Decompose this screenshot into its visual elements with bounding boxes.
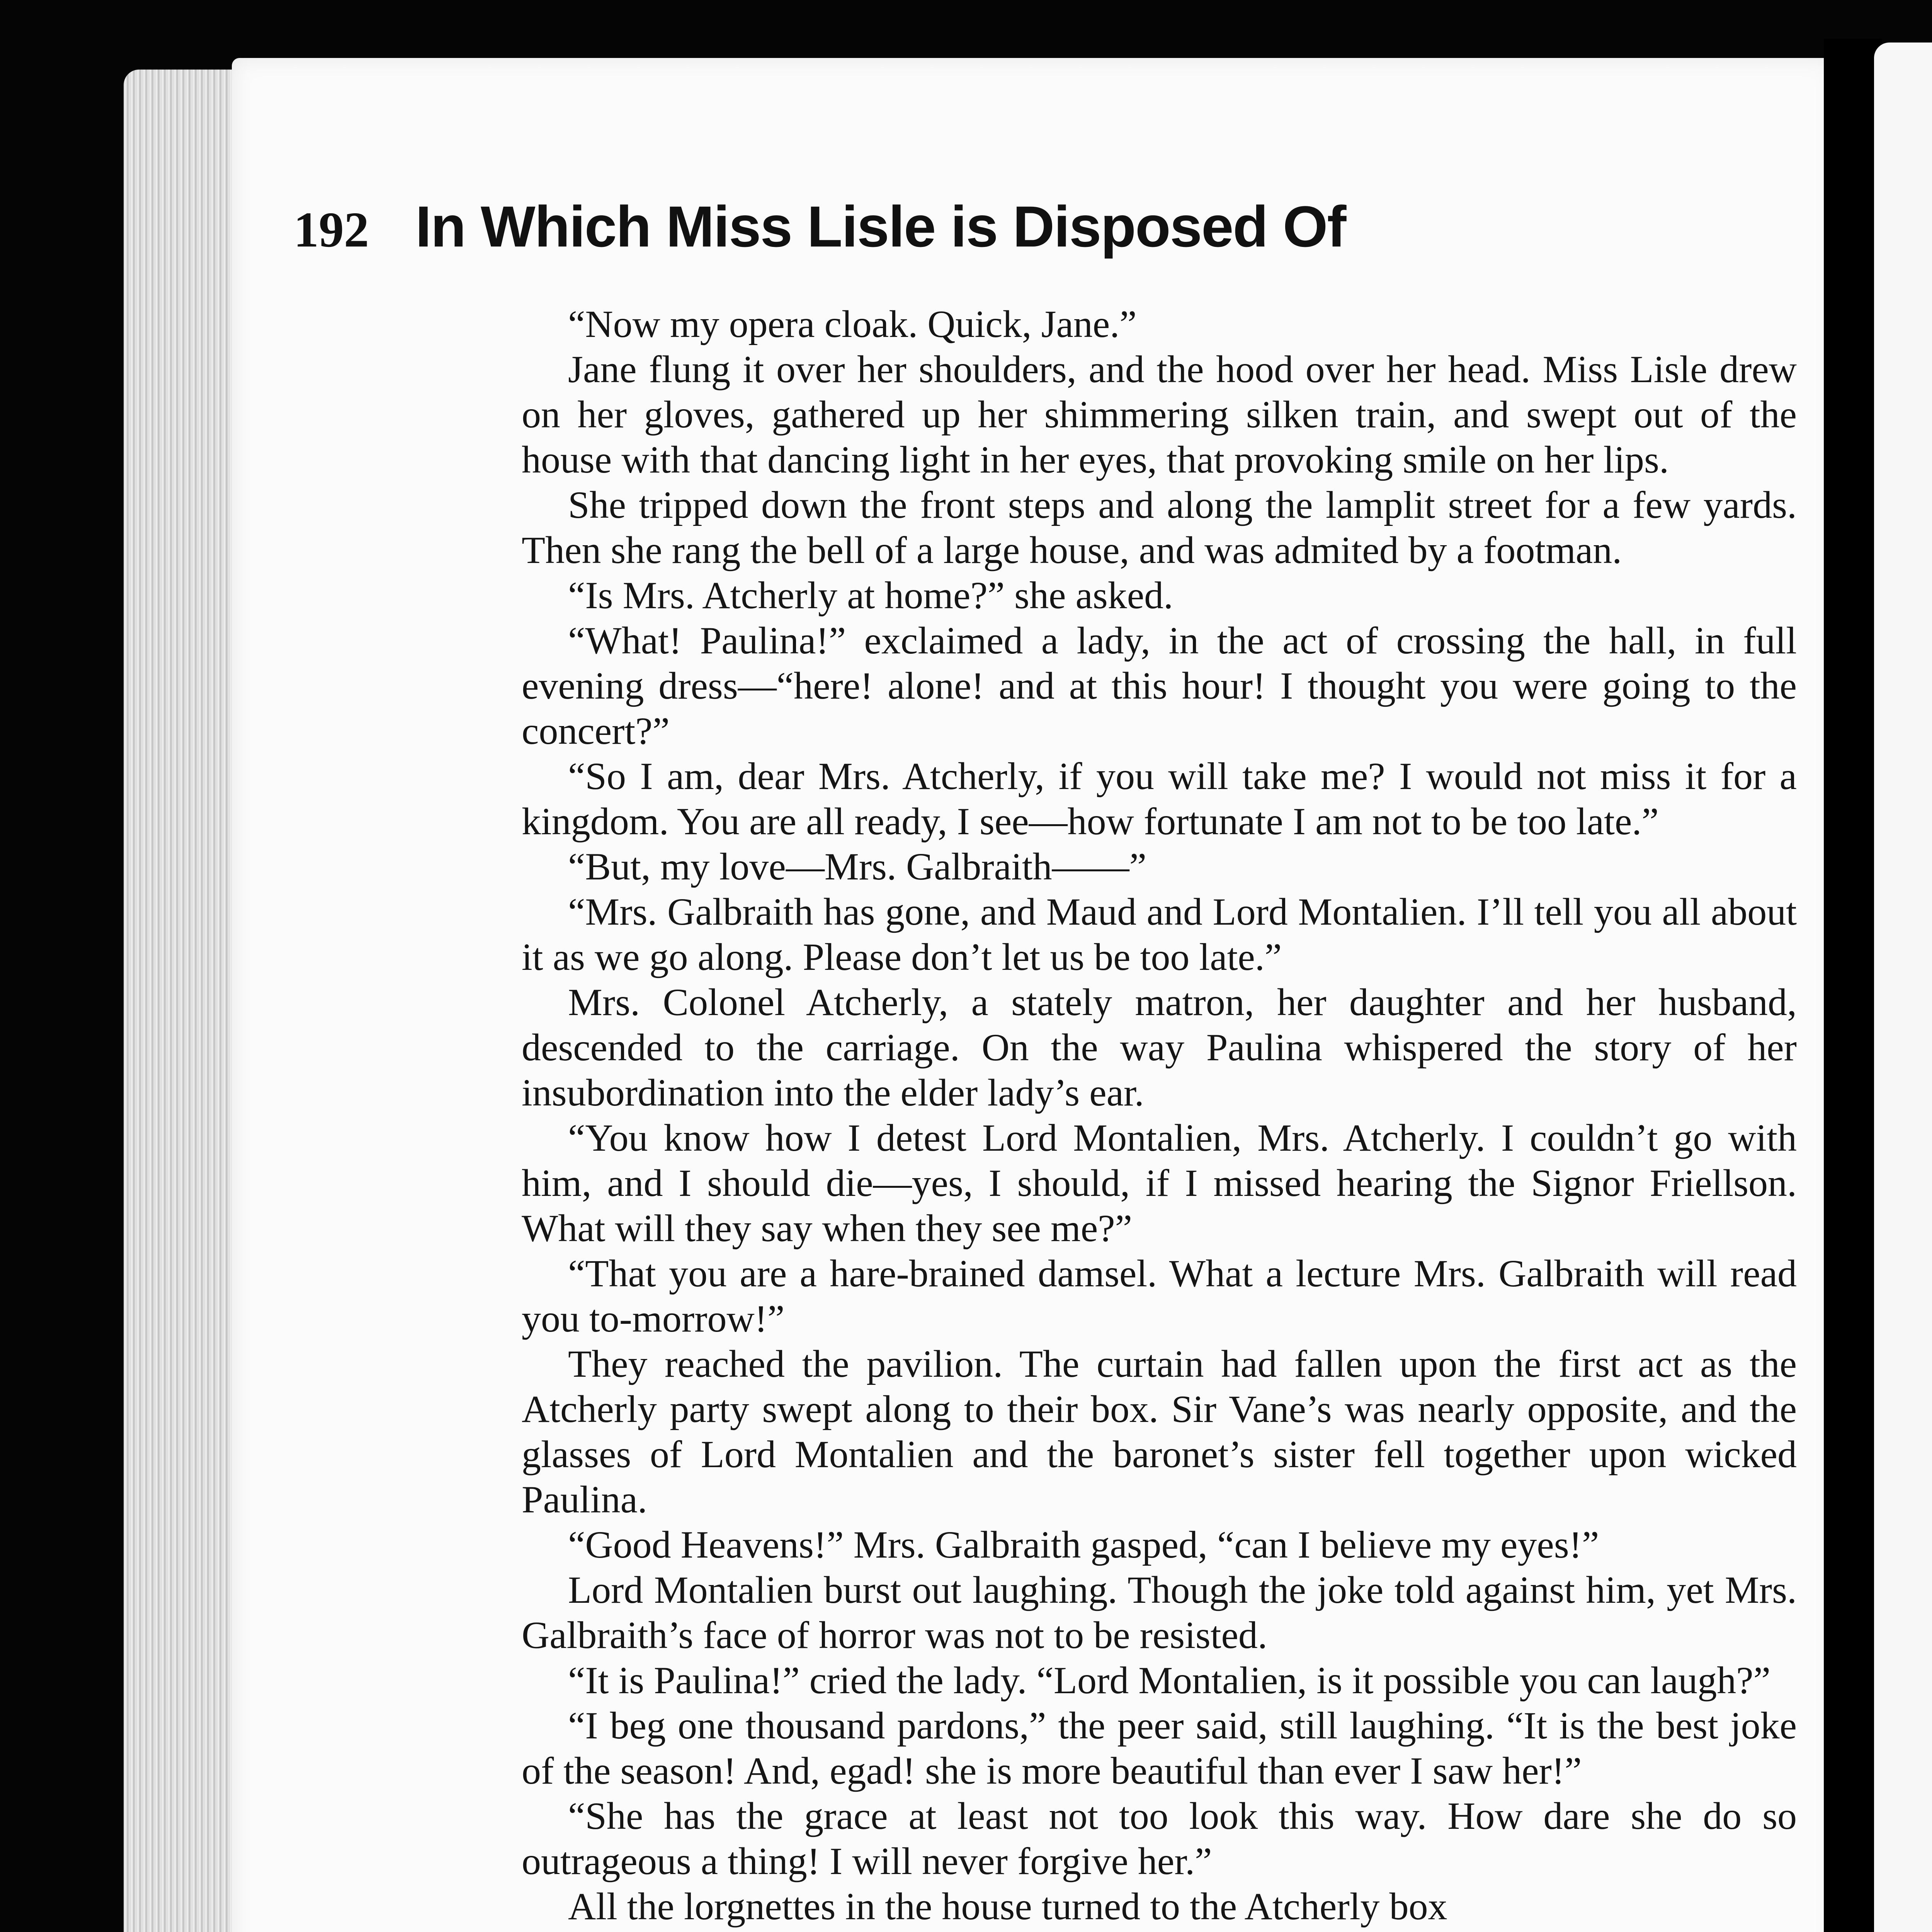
paragraph: “What! Paulina!” exclaimed a lady, in the act of crossing the hall, in full evening dress—“here! alone! and at this hour! I thought you were going to the concert?” bbox=[522, 619, 1797, 752]
paragraph: “I beg one thousand pardons,” the peer said, still laughing. “It is the best joke of the season! And, egad! she is more beautiful than ever I saw her!” bbox=[522, 1704, 1797, 1792]
paragraph: All the lorgnettes in the house turned to the Atcherly box bbox=[568, 1885, 1447, 1928]
paragraph: “She has the grace at least not too look this way. How dare she do so outrageous a thing! I will never forgive her.” bbox=[522, 1794, 1797, 1883]
paragraph: “Mrs. Galbraith has gone, and Maud and Lord Montalien. I’ll tell you all about it as we go along. Please don’t let us be too late.” bbox=[522, 890, 1797, 978]
paragraph: “So I am, dear Mrs. Atcherly, if you will take me? I would not miss it for a kingdom. You are all ready, I see—how fortunate I am not to be too late.” bbox=[522, 755, 1797, 843]
paragraph: “Good Heavens!” Mrs. Galbraith gasped, “can I believe my eyes!” bbox=[568, 1523, 1599, 1566]
paragraph: “It is Paulina!” cried the lady. “Lord Montalien, is it possible you can laugh?” bbox=[568, 1659, 1771, 1702]
paragraph: Jane flung it over her shoulders, and the hood over her head. Miss Lisle drew on her gloves, gathered up her shimmering silken train, and swept out of the house with that dancing light in her eyes, that provoking smile on her lips. bbox=[522, 348, 1797, 481]
paragraph: “You know how I detest Lord Montalien, Mrs. Atcherly. I couldn’t go with him, and I should die—yes, I should, if I missed hearing the Signor Friellson. What will they say when they see me?” bbox=[522, 1116, 1797, 1250]
paragraph: Lord Montalien burst out laughing. Though the joke told against him, yet Mrs. Galbraith’s face of horror was not to be resisted. bbox=[522, 1568, 1797, 1656]
page-header bbox=[294, 193, 1801, 260]
paragraph: “Is Mrs. Atcherly at home?” she asked. bbox=[568, 574, 1173, 617]
paragraph: Mrs. Colonel Atcherly, a stately matron, her daughter and her husband, descended to the carriage. On the way Paulina whispered the story of her insubordination into the elder lady’s ear. bbox=[522, 981, 1797, 1114]
paragraph: She tripped down the front steps and along the lamplit street for a few yards. Then she rang the bell of a large house, and was admited by a footman. bbox=[522, 483, 1797, 571]
book-gutter bbox=[1824, 39, 1882, 1932]
paragraph: “That you are a hare-brained damsel. What a lecture Mrs. Galbraith will read you to-morrow!” bbox=[522, 1252, 1797, 1340]
paragraph: “But, my love—Mrs. Galbraith——” bbox=[568, 845, 1146, 888]
page-number: 192 bbox=[294, 202, 369, 258]
chapter-title: In Which Miss Lisle is Disposed Of bbox=[415, 194, 1346, 259]
paragraph: “Now my opera cloak. Quick, Jane.” bbox=[568, 303, 1137, 345]
body-text bbox=[522, 301, 1797, 1929]
right-page bbox=[1874, 43, 1932, 1932]
paragraph: They reached the pavilion. The curtain had fallen upon the first act as the Atcherly party swept along to their box. Sir Vane’s was nearly opposite, and the glasses of Lord Montalien and the baronet’s sister fell together upon wicked Paulina. bbox=[522, 1342, 1797, 1521]
